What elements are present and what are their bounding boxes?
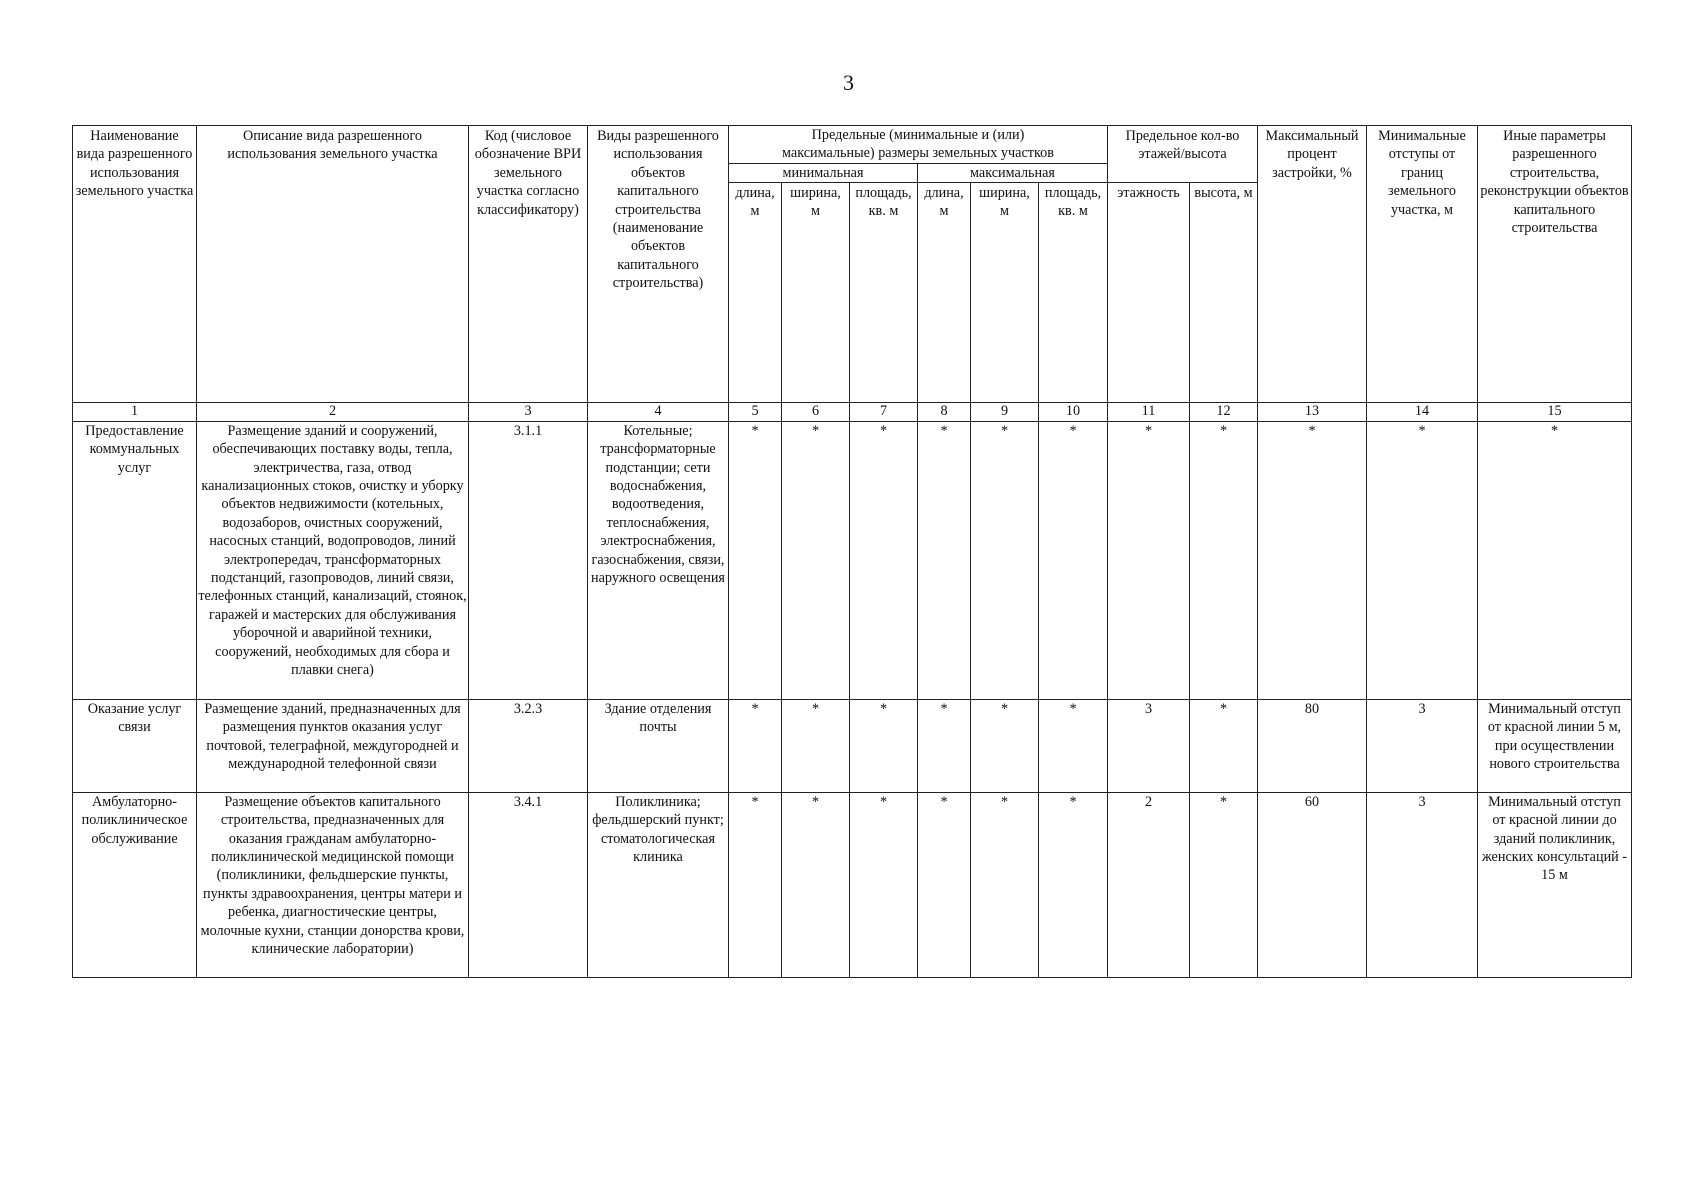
cell-min-width: * [782,699,850,792]
header-max-length: длина, м [918,182,971,402]
cell-max-percent: * [1258,421,1367,699]
header-floors-group: Предельное кол-во этажей/высота [1108,126,1258,183]
cell-description: Размещение объектов капитального строительства, предназначенных для оказания гражданам амбулаторно-поликлинической медицинской помощи (поликлиники, фельдшерские пункты, пункты здравоохранения, центры матери и ребенка, диагностические центры, молочные кухни, станции донорства крови, клинические лаборатории) [197,792,469,977]
cell-name: Оказание услуг связи [73,699,197,792]
header-max-width: ширина, м [971,182,1039,402]
cell-code: 3.2.3 [469,699,588,792]
column-number: 7 [850,402,918,421]
page-number: 3 [843,70,854,95]
column-number: 4 [588,402,729,421]
cell-max-width: * [971,421,1039,699]
cell-min-area: * [850,792,918,977]
column-number: 5 [729,402,782,421]
cell-name: Амбулаторно-поликлиническое обслуживание [73,792,197,977]
header-min-length: длина, м [729,182,782,402]
cell-min-area: * [850,699,918,792]
cell-min-setback: 3 [1367,792,1478,977]
column-number: 3 [469,402,588,421]
cell-types: Поликлиника; фельдшерский пункт; стоматологическая клиника [588,792,729,977]
cell-height: * [1190,421,1258,699]
column-number: 8 [918,402,971,421]
cell-description: Размещение зданий и сооружений, обеспечивающих поставку воды, тепла, электричества, газа, отвод канализационных стоков, очистку и уборку объектов недвижимости (котельных, водозаборов, очистных сооружений, насосных станций, водопроводов, линий электропередач, трансформаторных подстанций, газопроводов, линий связи, телефонных станций, канализаций, стоянок, гаражей и мастерских для обслуживания уборочной и аварийной техники, сооружений, необходимых для сбора и плавки снега) [197,421,469,699]
cell-max-area: * [1039,699,1108,792]
column-number: 12 [1190,402,1258,421]
table-row [73,421,1632,699]
cell-name: Предоставление коммунальных услуг [73,421,197,699]
header-other: Иные параметры разрешенного строительства, реконструкции объектов капитального строительства [1478,126,1632,403]
cell-floors: 2 [1108,792,1190,977]
header-max-area: площадь, кв. м [1039,182,1108,402]
cell-types: Здание отделения почты [588,699,729,792]
header-floors: этажность [1108,182,1190,402]
cell-other: * [1478,421,1632,699]
column-number: 11 [1108,402,1190,421]
land-use-table [72,125,1632,978]
cell-max-width: * [971,699,1039,792]
header-max-percent: Максимальный процент застройки, % [1258,126,1367,403]
header-code: Код (числовое обозначение ВРИ земельного участка согласно классификатору) [469,126,588,403]
table-header [73,126,1632,422]
header-name: Наименование вида разрешенного использования земельного участка [73,126,197,403]
cell-max-area: * [1039,421,1108,699]
cell-min-area: * [850,421,918,699]
table-row [73,792,1632,977]
cell-max-length: * [918,421,971,699]
column-number: 15 [1478,402,1632,421]
cell-other: Минимальный отступ от красной линии до зданий поликлиник, женских консультаций - 15 м [1478,792,1632,977]
cell-max-width: * [971,792,1039,977]
cell-floors: * [1108,421,1190,699]
header-min-setback: Минимальные отступы от границ земельного участка, м [1367,126,1478,403]
header-min-width: ширина, м [782,182,850,402]
column-number: 14 [1367,402,1478,421]
cell-description: Размещение зданий, предназначенных для размещения пунктов оказания услуг почтовой, телеграфной, междугородней и международной телефонной связи [197,699,469,792]
cell-max-length: * [918,699,971,792]
column-number-row [73,402,1632,421]
header-min-area: площадь, кв. м [850,182,918,402]
column-number: 10 [1039,402,1108,421]
cell-min-length: * [729,792,782,977]
column-number: 13 [1258,402,1367,421]
column-number: 9 [971,402,1039,421]
header-height: высота, м [1190,182,1258,402]
cell-other: Минимальный отступ от красной линии 5 м, при осуществлении нового строительства [1478,699,1632,792]
cell-max-length: * [918,792,971,977]
cell-max-percent: 60 [1258,792,1367,977]
cell-min-setback: * [1367,421,1478,699]
header-description: Описание вида разрешенного использования земельного участка [197,126,469,403]
header-types: Виды разрешенного использования объектов капитального строительства (наименование объектов капитального строительства) [588,126,729,403]
cell-height: * [1190,792,1258,977]
cell-max-percent: 80 [1258,699,1367,792]
table-row [73,699,1632,792]
header-max-group: максимальная [918,163,1108,182]
cell-code: 3.4.1 [469,792,588,977]
cell-min-width: * [782,421,850,699]
cell-max-area: * [1039,792,1108,977]
cell-min-length: * [729,421,782,699]
cell-code: 3.1.1 [469,421,588,699]
cell-height: * [1190,699,1258,792]
cell-min-length: * [729,699,782,792]
header-min-group: минимальная [729,163,918,182]
cell-min-setback: 3 [1367,699,1478,792]
column-number: 1 [73,402,197,421]
column-number: 6 [782,402,850,421]
cell-types: Котельные; трансформаторные подстанции; сети водоснабжения, водоотведения, теплоснабжения, электроснабжения, газоснабжения, связи, наружного освещения [588,421,729,699]
cell-floors: 3 [1108,699,1190,792]
column-number: 2 [197,402,469,421]
cell-min-width: * [782,792,850,977]
header-limits-group: Предельные (минимальные и (или) максимальные) размеры земельных участков [729,126,1108,164]
